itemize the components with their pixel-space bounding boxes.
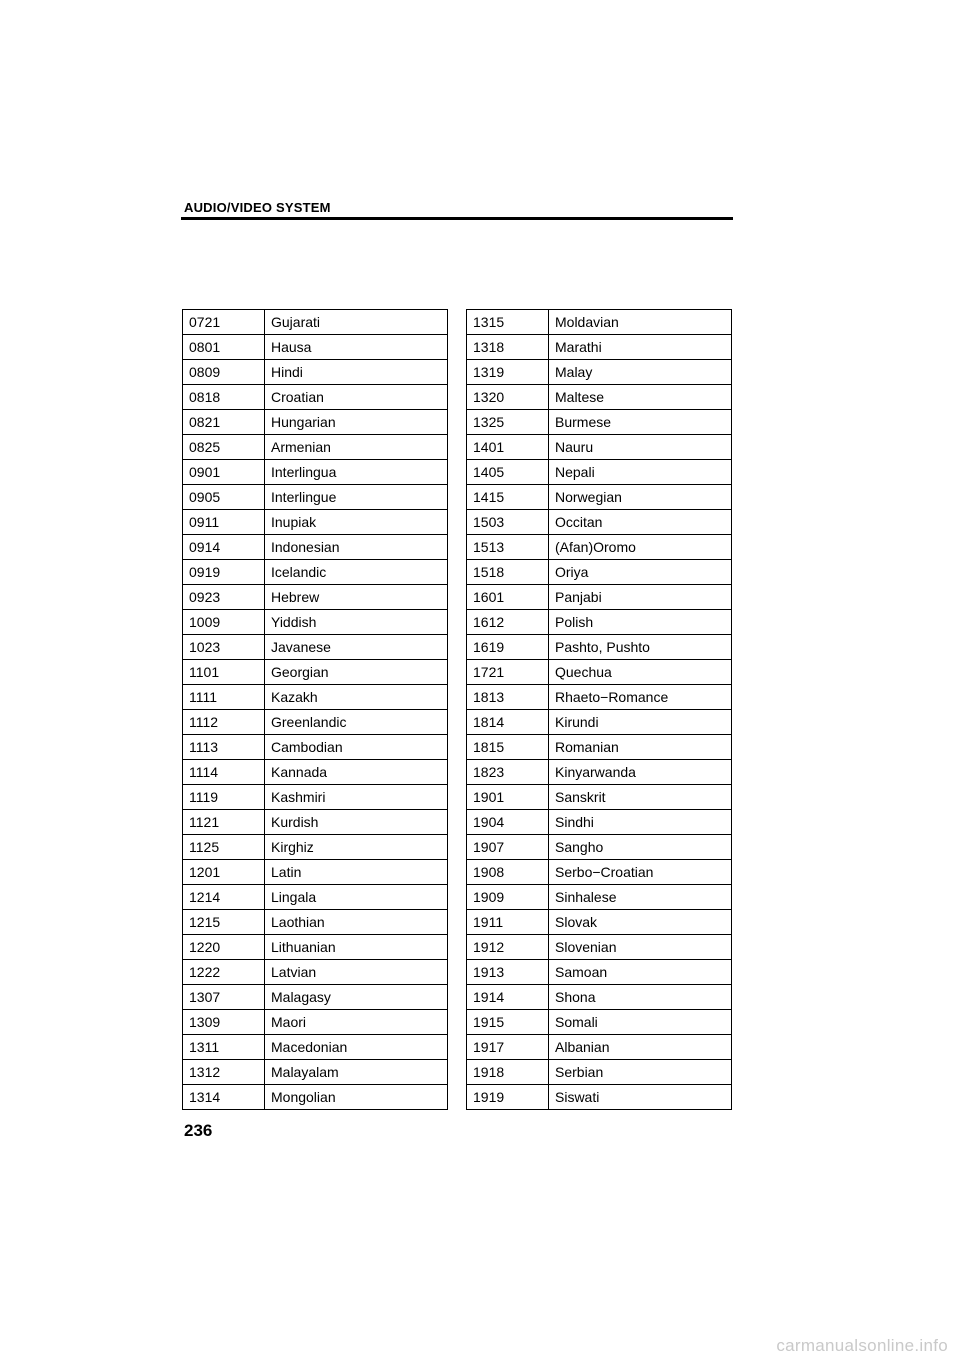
table-row [183,1035,448,1060]
language-name: Norwegian [549,485,732,510]
language-name: Mongolian [265,1085,448,1110]
table-row [467,935,732,960]
watermark: carmanualsonline.info [776,1336,948,1355]
table-row [183,785,448,810]
language-name: Quechua [549,660,732,685]
language-code: 1307 [183,985,265,1010]
language-name: Moldavian [549,310,732,335]
table-row [467,685,732,710]
language-code: 0825 [183,435,265,460]
section-title: AUDIO/VIDEO SYSTEM [184,200,331,215]
language-code: 1220 [183,935,265,960]
table-row [467,335,732,360]
table-row [467,985,732,1010]
language-code: 1325 [467,410,549,435]
language-code: 1215 [183,910,265,935]
language-code: 1901 [467,785,549,810]
language-code: 1919 [467,1085,549,1110]
language-code: 1915 [467,1010,549,1035]
table-row [183,360,448,385]
table-row [183,810,448,835]
table-row [467,560,732,585]
language-name: Hebrew [265,585,448,610]
table-row [183,1010,448,1035]
language-name: Sangho [549,835,732,860]
table-row [467,635,732,660]
language-name: Latvian [265,960,448,985]
language-name: Rhaeto−Romance [549,685,732,710]
table-row [183,660,448,685]
table-row [183,860,448,885]
language-code: 1612 [467,610,549,635]
header-rule [181,217,733,220]
language-code: 0911 [183,510,265,535]
language-name: Indonesian [265,535,448,560]
table-row [467,460,732,485]
language-name: Serbian [549,1060,732,1085]
language-name: Occitan [549,510,732,535]
language-code: 1101 [183,660,265,685]
language-name: Interlingue [265,485,448,510]
language-code: 0721 [183,310,265,335]
language-code: 1823 [467,760,549,785]
language-name: Kannada [265,760,448,785]
language-name: Kirghiz [265,835,448,860]
language-code-table-left [182,309,448,1110]
language-name: Burmese [549,410,732,435]
table-row [467,485,732,510]
language-code: 1112 [183,710,265,735]
table-row [467,710,732,735]
table-row [467,1060,732,1085]
language-code: 1904 [467,810,549,835]
language-name: Lingala [265,885,448,910]
table-row [467,835,732,860]
table-row [183,960,448,985]
language-name: Oriya [549,560,732,585]
language-name: Siswati [549,1085,732,1110]
language-code: 1315 [467,310,549,335]
table-row [183,510,448,535]
language-name: Kashmiri [265,785,448,810]
language-name: Kurdish [265,810,448,835]
language-name: Hindi [265,360,448,385]
language-code: 1111 [183,685,265,710]
table-row [467,310,732,335]
language-code: 1911 [467,910,549,935]
language-code: 1908 [467,860,549,885]
language-code: 0919 [183,560,265,585]
language-code: 1601 [467,585,549,610]
language-code: 0914 [183,535,265,560]
language-name: Gujarati [265,310,448,335]
table-row [183,435,448,460]
language-code: 0901 [183,460,265,485]
table-row [183,635,448,660]
language-code: 1320 [467,385,549,410]
language-name: Croatian [265,385,448,410]
table-row [183,685,448,710]
language-name: Malay [549,360,732,385]
table-row [183,735,448,760]
table-row [467,910,732,935]
table-row [183,710,448,735]
language-name: Kazakh [265,685,448,710]
language-code: 0809 [183,360,265,385]
language-name: Samoan [549,960,732,985]
table-row [183,560,448,585]
language-code: 1114 [183,760,265,785]
language-name: Marathi [549,335,732,360]
language-name: Hausa [265,335,448,360]
language-name: Yiddish [265,610,448,635]
table-row [183,885,448,910]
language-name: Icelandic [265,560,448,585]
table-row [183,310,448,335]
language-code: 1813 [467,685,549,710]
table-row [467,1035,732,1060]
language-code: 1009 [183,610,265,635]
language-code: 0818 [183,385,265,410]
table-row [467,610,732,635]
table-row [183,610,448,635]
table-row [467,735,732,760]
language-name: Kinyarwanda [549,760,732,785]
language-code: 0801 [183,335,265,360]
table-row [183,460,448,485]
language-code: 1119 [183,785,265,810]
language-code: 0821 [183,410,265,435]
language-code: 1401 [467,435,549,460]
language-code: 1121 [183,810,265,835]
language-code: 1125 [183,835,265,860]
language-name: (Afan)Oromo [549,535,732,560]
table-row [467,760,732,785]
table-row [183,535,448,560]
language-name: Romanian [549,735,732,760]
language-name: Sinhalese [549,885,732,910]
language-code: 1518 [467,560,549,585]
language-code: 1907 [467,835,549,860]
language-code: 1319 [467,360,549,385]
table-row [467,885,732,910]
table-row [183,910,448,935]
language-code: 1918 [467,1060,549,1085]
table-row [467,385,732,410]
language-name: Panjabi [549,585,732,610]
table-row [467,810,732,835]
language-name: Malayalam [265,1060,448,1085]
table-row [467,535,732,560]
table-row [183,1060,448,1085]
language-code-table-right [466,309,732,1110]
language-name: Slovak [549,910,732,935]
language-name: Nauru [549,435,732,460]
table-row [183,1085,448,1110]
language-name: Sanskrit [549,785,732,810]
language-name: Malagasy [265,985,448,1010]
table-row [467,860,732,885]
page-number: 236 [184,1121,213,1140]
language-code: 1721 [467,660,549,685]
language-code: 1214 [183,885,265,910]
language-name: Pashto, Pushto [549,635,732,660]
table-row [183,335,448,360]
language-code: 1201 [183,860,265,885]
language-name: Lithuanian [265,935,448,960]
table-row [467,410,732,435]
language-name: Polish [549,610,732,635]
language-name: Macedonian [265,1035,448,1060]
language-name: Nepali [549,460,732,485]
language-code: 1917 [467,1035,549,1060]
language-name: Maltese [549,385,732,410]
table-row [183,935,448,960]
language-code: 1113 [183,735,265,760]
language-code: 1909 [467,885,549,910]
language-name: Sindhi [549,810,732,835]
table-row [183,410,448,435]
language-name: Serbo−Croatian [549,860,732,885]
table-row [467,1085,732,1110]
language-code: 1415 [467,485,549,510]
table-row [467,660,732,685]
language-code: 1815 [467,735,549,760]
table-row [467,510,732,535]
language-code: 1513 [467,535,549,560]
language-code: 1023 [183,635,265,660]
language-code: 1312 [183,1060,265,1085]
table-row [467,1010,732,1035]
language-name: Maori [265,1010,448,1035]
language-code: 1503 [467,510,549,535]
language-code: 1314 [183,1085,265,1110]
language-name: Laothian [265,910,448,935]
language-name: Shona [549,985,732,1010]
language-name: Cambodian [265,735,448,760]
language-name: Interlingua [265,460,448,485]
language-name: Latin [265,860,448,885]
table-row [183,760,448,785]
table-row [183,385,448,410]
table-row [467,785,732,810]
language-code: 1309 [183,1010,265,1035]
language-code: 1914 [467,985,549,1010]
table-row [467,435,732,460]
language-code: 1912 [467,935,549,960]
language-code: 1222 [183,960,265,985]
table-row [183,835,448,860]
table-row [183,485,448,510]
language-name: Georgian [265,660,448,685]
language-name: Armenian [265,435,448,460]
language-code: 1619 [467,635,549,660]
table-row [467,585,732,610]
language-name: Greenlandic [265,710,448,735]
language-name: Slovenian [549,935,732,960]
language-code: 1318 [467,335,549,360]
language-code: 0905 [183,485,265,510]
language-name: Somali [549,1010,732,1035]
table-row [183,585,448,610]
language-code: 1405 [467,460,549,485]
language-name: Hungarian [265,410,448,435]
language-code: 1311 [183,1035,265,1060]
language-code: 0923 [183,585,265,610]
language-name: Inupiak [265,510,448,535]
table-row [467,360,732,385]
table-row [183,985,448,1010]
table-row [467,960,732,985]
language-name: Javanese [265,635,448,660]
language-code: 1814 [467,710,549,735]
language-name: Kirundi [549,710,732,735]
language-name: Albanian [549,1035,732,1060]
language-code: 1913 [467,960,549,985]
